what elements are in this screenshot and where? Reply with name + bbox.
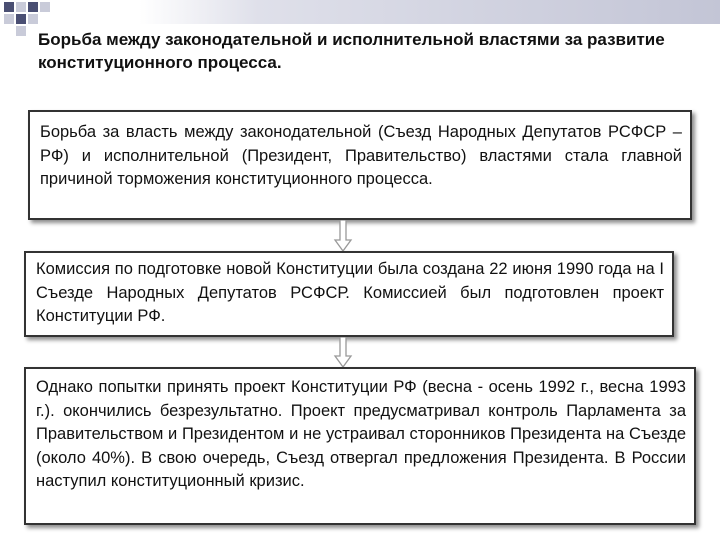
diagram-box-1: Борьба за власть между законодательной (Съезд Народных Депутатов РСФСР – РФ) и исполнительной (Президент, Правительство) властями стала главной причиной торможения конституционного процесса. [28, 110, 692, 220]
down-arrow-icon [333, 337, 353, 368]
diagram-box-2: Комиссия по подготовке новой Конституции была создана 22 июня 1990 года на I Съезде Народных Депутатов РСФСР. Комиссией был подготовлен проект Конституции РФ. [24, 251, 674, 337]
down-arrow-icon [333, 220, 353, 252]
diagram-box-3: Однако попытки принять проект Конституции РФ (весна - осень 1992 г., весна 1993 г.). окончились безрезультатно. Проект предусматривал контроль Парламента за Правительством и Президентом и не устраивал сторонников Президента на Съезде (около 40%). В свою очередь, Съезд отвергал предложения Президента. В России наступил конституционный кризис. [24, 367, 696, 525]
slide-title: Борьба между законодательной и исполнительной властями за развитие конституционного процесса. [38, 30, 665, 72]
